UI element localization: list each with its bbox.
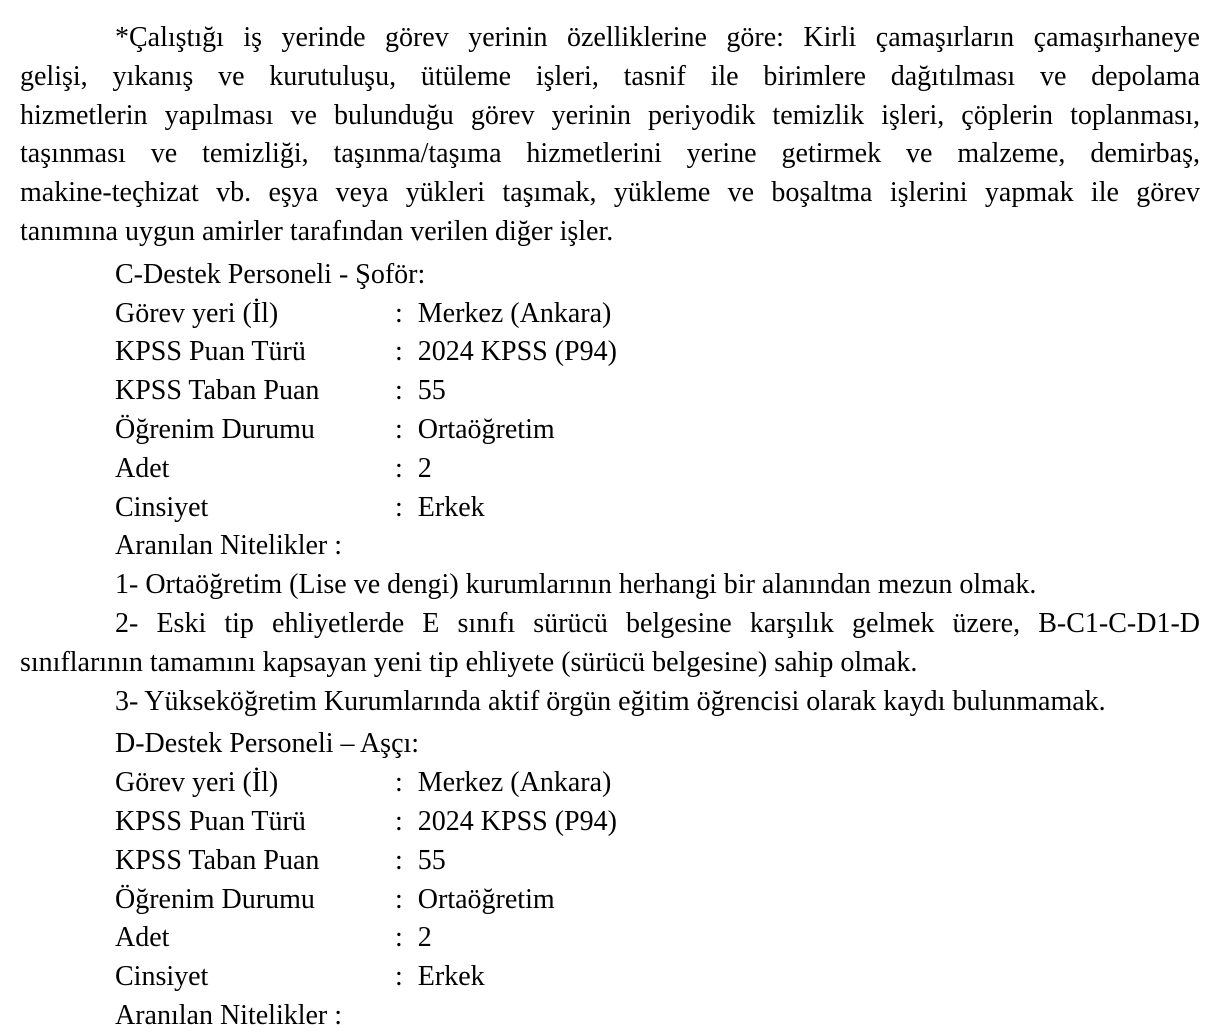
field-row-ogrenim-durumu [20, 411, 1200, 450]
field-row-adet [20, 450, 1200, 489]
field-colon: : [395, 922, 403, 954]
field-label: Adet [115, 452, 170, 484]
field-value: Merkez (Ankara) [417, 767, 612, 799]
intro-line: makine-teçhizat vb. eşya veya yükleri taşımak, yükleme ve boşaltma işlerini yapmak ile görev [20, 177, 1200, 209]
qualification-line: sınıflarının tamamını kapsayan yeni tip ehliyete (sürücü belgesine) sahip olmak. [20, 646, 918, 678]
field-value: 55 [417, 844, 446, 876]
intro-line: gelişi, yıkanış ve kurutuluşu, ütüleme işleri, tasnif ile birimlere dağıtılması ve depolama [20, 60, 1200, 92]
field-colon: : [395, 336, 403, 368]
qualification-item [20, 683, 1200, 722]
field-label: Öğrenim Durumu [115, 413, 315, 445]
intro-line: taşınması ve temizliği, taşınma/taşıma hizmetlerini yerine getirmek ve malzeme, demirbaş, [20, 138, 1200, 170]
field-row-adet [20, 919, 1200, 958]
intro-line: tanımına uygun amirler tarafından verilen diğer işler. [20, 215, 614, 247]
field-colon: : [395, 961, 403, 993]
field-label: Öğrenim Durumu [115, 883, 315, 915]
field-label: Adet [115, 922, 170, 954]
section-sofor [20, 256, 1200, 722]
section-title: C-Destek Personeli - Şoför: [115, 258, 426, 290]
field-row-cinsiyet [20, 958, 1200, 997]
qualification-item [20, 605, 1200, 683]
qualifications-heading: Aranılan Nitelikler : [115, 530, 343, 562]
field-label: KPSS Puan Türü [115, 336, 306, 368]
field-row-ogrenim-durumu [20, 881, 1200, 920]
field-label: Görev yeri (İl) [115, 297, 279, 329]
field-value: Ortaöğretim [417, 413, 555, 445]
field-value: Merkez (Ankara) [417, 297, 612, 329]
qualification-line: 3- Yükseköğretim Kurumlarında aktif örgün eğitim öğrencisi olarak kaydı bulunmamak. [115, 685, 1106, 717]
field-row-gorev-yeri [20, 295, 1200, 334]
field-label: KPSS Puan Türü [115, 805, 306, 837]
field-colon: : [395, 805, 403, 837]
field-colon: : [395, 491, 403, 523]
field-label: Cinsiyet [115, 961, 209, 993]
field-value: 2024 KPSS (P94) [417, 336, 617, 368]
field-colon: : [395, 375, 403, 407]
field-label: Cinsiyet [115, 491, 209, 523]
field-colon: : [395, 297, 403, 329]
intro-paragraph [20, 19, 1200, 252]
field-value: Erkek [417, 491, 485, 523]
field-row-kpss-puan-turu [20, 803, 1200, 842]
field-colon: : [395, 413, 403, 445]
field-value: 55 [417, 375, 446, 407]
intro-line: *Çalıştığı iş yerinde görev yerinin özelliklerine göre: Kirli çamaşırların çamaşırhaneye [115, 22, 1200, 53]
field-row-cinsiyet [20, 489, 1200, 528]
field-row-kpss-taban-puan [20, 372, 1200, 411]
qualification-line: 1- Ortaöğretim (Lise ve dengi) kurumlarının herhangi bir alanından mezun olmak. [115, 569, 1037, 601]
qualification-item [20, 566, 1200, 605]
qualifications-heading: Aranılan Nitelikler : [115, 999, 343, 1031]
field-value: 2024 KPSS (P94) [417, 805, 617, 837]
intro-line: hizmetlerin yapılması ve bulunduğu görev yerinin periyodik temizlik işleri, çöplerin toplanması, [20, 99, 1200, 131]
field-colon: : [395, 452, 403, 484]
field-colon: : [395, 767, 403, 799]
field-colon: : [395, 844, 403, 876]
field-value: Erkek [417, 961, 485, 993]
field-label: Görev yeri (İl) [115, 767, 279, 799]
field-colon: : [395, 883, 403, 915]
field-value: 2 [417, 922, 432, 954]
field-value: 2 [417, 452, 432, 484]
section-title: D-Destek Personeli – Aşçı: [115, 728, 420, 760]
field-label: KPSS Taban Puan [115, 844, 320, 876]
section-asci [20, 725, 1200, 1035]
field-row-kpss-puan-turu [20, 333, 1200, 372]
qualification-line: 2- Eski tip ehliyetlerde E sınıfı sürücü belgesine karşılık gelmek üzere, B-C1-C-D1-D [115, 607, 1200, 639]
field-row-kpss-taban-puan [20, 842, 1200, 881]
field-label: KPSS Taban Puan [115, 375, 320, 407]
field-row-gorev-yeri [20, 764, 1200, 803]
field-value: Ortaöğretim [417, 883, 555, 915]
